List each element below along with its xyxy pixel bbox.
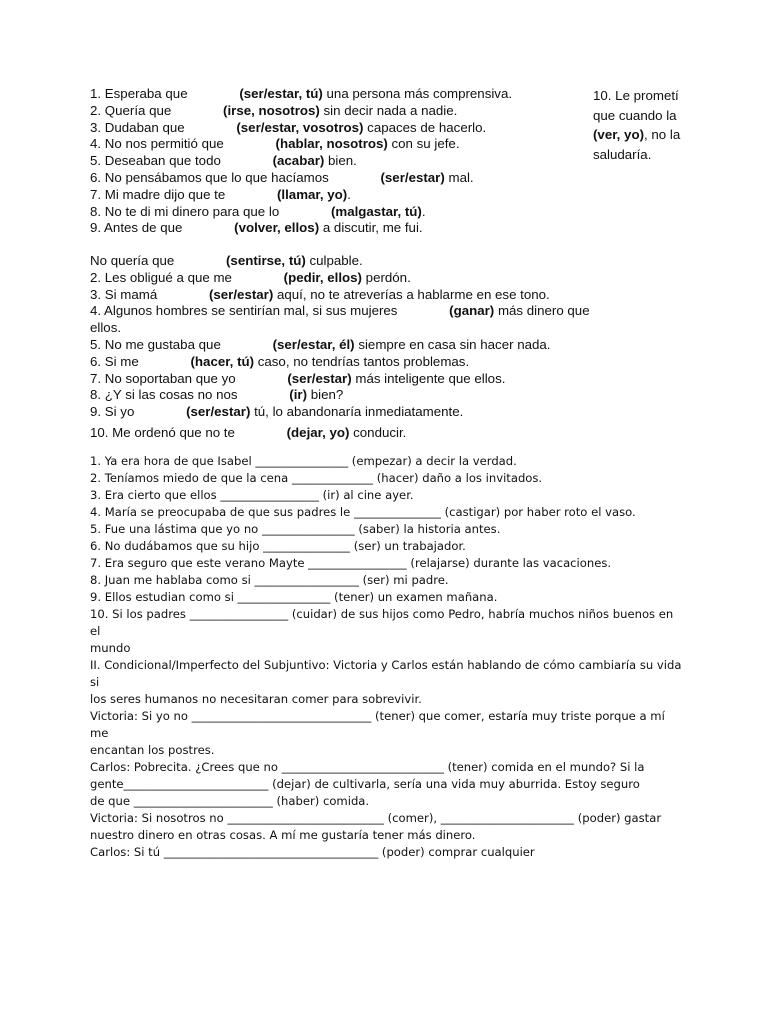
verb-hint: (sentirse, tú) [226, 253, 306, 268]
verb-hint: (hablar, nosotros) [275, 136, 388, 152]
exercise-line [90, 153, 590, 170]
exercise-line [90, 270, 680, 287]
exercise-line [90, 303, 680, 320]
sentence-end: conducir. [349, 424, 407, 440]
exercise-line [90, 220, 590, 237]
exercise-line [90, 425, 680, 442]
verb-hint: (ser/estar) [287, 370, 352, 386]
sentence-end: siempre en casa sin hacer nada. [354, 336, 551, 352]
sentence-start: 7. No soportaban que yo [90, 370, 288, 386]
side-note [593, 86, 683, 164]
sentence-start: No quería que [90, 253, 226, 268]
sentence-start: 5. No me gustaba que [90, 336, 273, 352]
sentence-end: sin decir nada a nadie. [319, 102, 458, 118]
exercise-block-3 [90, 453, 682, 861]
exercise-line: 8. Juan me hablaba como si __________________ (ser) mi padre. [90, 573, 449, 587]
exercise-line: 1. Ya era hora de que Isabel ________________ (empezar) a decir la verdad. [90, 454, 517, 468]
sentence-start: 9. Si yo [90, 404, 187, 420]
side-note-text-end: , no la saludaría. [593, 127, 681, 162]
exercise-line: 10. Si los padres _________________ (cuidar) de sus hijos como Pedro, habría muchos niños buenos en el [90, 607, 674, 638]
exercise-line [90, 371, 680, 388]
sentence-start: 8. ¿Y si las cosas no nos [90, 387, 290, 403]
sentence-start: 2. Les obligué a que me [90, 269, 284, 285]
exercise-line [90, 120, 590, 137]
sentence-start: 7. Mi madre dijo que te [90, 186, 277, 202]
sentence-start: 2. Quería que [90, 102, 224, 118]
exercise-line: 3. Era cierto que ellos _________________ (ir) al cine ayer. [90, 488, 414, 502]
verb-hint: (ir) [289, 387, 308, 403]
exercise-line [90, 354, 680, 371]
sentence-end: aquí, no te atreverías a hablarme en ese tono. [273, 286, 550, 302]
sentence-end: bien. [324, 153, 357, 169]
sentence-start: 6. Si me [90, 353, 191, 369]
verb-hint: (acabar) [272, 153, 325, 169]
verb-hint: (ser/estar) [208, 286, 274, 302]
exercise-line [90, 103, 590, 120]
sentence-start: 3. Dudaban que [90, 119, 237, 135]
exercise-line: 9. Ellos estudian como si ________________ (tener) un examen mañana. [90, 590, 498, 604]
verb-hint: (llamar, yo) [276, 186, 348, 202]
exercise-line [90, 136, 590, 153]
exercise-line [90, 387, 680, 404]
sentence-end: culpable. [305, 253, 363, 268]
sentence-start: 3. Si mamá [90, 286, 209, 302]
exercise-line: 4. María se preocupaba de que sus padres le _______________ (castigar) por haber roto el vaso. [90, 505, 636, 519]
exercise-line: 6. No dudábamos que su hijo _______________ (ser) un trabajador. [90, 539, 466, 553]
sentence-start: 4. No nos permitió que [90, 136, 276, 152]
sentence-end: tú, lo abandonaría inmediatamente. [250, 404, 464, 420]
sentence-end: bien? [307, 387, 344, 403]
sentence-end: caso, no tendrías tantos problemas. [254, 353, 470, 369]
sentence-end: más dinero que [494, 303, 590, 319]
dialogue-line: de que ________________________ (haber) comida. [90, 794, 370, 808]
sentence-start: 1. Esperaba que [90, 86, 240, 101]
sentence-end: . [421, 203, 426, 219]
sentence-end: mal. [444, 169, 474, 185]
exercise-line: mundo [90, 641, 131, 655]
exercise-line [90, 170, 590, 187]
verb-hint: (ganar) [449, 303, 495, 319]
exercise-line [90, 320, 680, 337]
dialogue-line: Carlos: Pobrecita. ¿Crees que no ____________________________ (tener) comida en el mundo? Si la gente_________________________ (dejar) de cultivarla, sería una vida muy aburrida. Estoy seguro [90, 760, 645, 791]
verb-hint: (ver, yo) [593, 127, 644, 142]
sentence-start: 8. No te di mi dinero para que lo [90, 203, 331, 219]
sentence-end: a discutir, me fui. [319, 220, 423, 236]
verb-hint: (ser/estar) [186, 404, 251, 420]
exercise-line [90, 404, 680, 421]
verb-hint: (ser/estar, tú) [239, 86, 323, 101]
sentence-end: una persona más comprensiva. [322, 86, 513, 101]
sentence-start: 5. Deseaban que todo [90, 153, 273, 169]
verb-hint: (ser/estar, él) [272, 336, 355, 352]
verb-hint: (ser/estar) [380, 169, 445, 185]
sentence-start: ellos. [90, 320, 122, 336]
dialogue-line: nuestro dinero en otras cosas. A mí me gustaría tener más dinero. [90, 828, 476, 842]
dialogue-line: Carlos: Si tú _____________________________________ (poder) comprar cualquier [90, 845, 535, 859]
sentence-end: perdón. [361, 269, 411, 285]
sentence-start: 9. Antes de que [90, 220, 235, 236]
exercise-line [90, 253, 680, 270]
sentence-end: más inteligente que ellos. [351, 370, 506, 386]
sentence-end: . [347, 186, 351, 202]
exercise-block-1 [90, 86, 590, 237]
verb-hint: (hacer, tú) [190, 353, 255, 369]
verb-hint: (pedir, ellos) [283, 269, 362, 285]
sentence-start: 6. No pensábamos que lo que hacíamos [90, 169, 381, 185]
section-heading-continued: los seres humanos no necesitaran comer para sobrevivir. [90, 692, 422, 706]
dialogue-line: Victoria: Si nosotros no ___________________________ (comer), _______________________ (poder) gastar [90, 811, 662, 825]
dialogue-line: encantan los postres. [90, 743, 215, 757]
sentence-end: con su jefe. [387, 136, 460, 152]
verb-hint: (irse, nosotros) [223, 102, 320, 118]
section-heading: II. Condicional/Imperfecto del Subjuntivo: Victoria y Carlos están hablando de cómo cambiaría su vida si [90, 658, 682, 689]
sentence-start: 10. Me ordenó que no te [90, 424, 287, 440]
sentence-end: capaces de hacerlo. [363, 119, 487, 135]
exercise-line [90, 204, 590, 221]
sentence-start: 4. Algunos hombres se sentirían mal, si sus mujeres [90, 303, 450, 319]
verb-hint: (malgastar, tú) [330, 203, 422, 219]
verb-hint: (dejar, yo) [286, 424, 350, 440]
side-note-text: 10. Le prometí que cuando la [593, 88, 679, 123]
exercise-block-2 [90, 253, 680, 442]
exercise-line [90, 86, 590, 103]
exercise-line: 5. Fue una lástima que yo no ________________ (saber) la historia antes. [90, 522, 501, 536]
exercise-line [90, 187, 590, 204]
exercise-line: 2. Teníamos miedo de que la cena ______________ (hacer) daño a los invitados. [90, 471, 543, 485]
exercise-line [90, 337, 680, 354]
dialogue-line: Victoria: Si yo no _______________________________ (tener) que comer, estaría muy triste porque a mí me [90, 709, 665, 740]
verb-hint: (ser/estar, vosotros) [236, 119, 364, 135]
verb-hint: (volver, ellos) [234, 220, 320, 236]
exercise-line: 7. Era seguro que este verano Mayte _________________ (relajarse) durante las vacaciones. [90, 556, 612, 570]
exercise-line [90, 287, 680, 304]
